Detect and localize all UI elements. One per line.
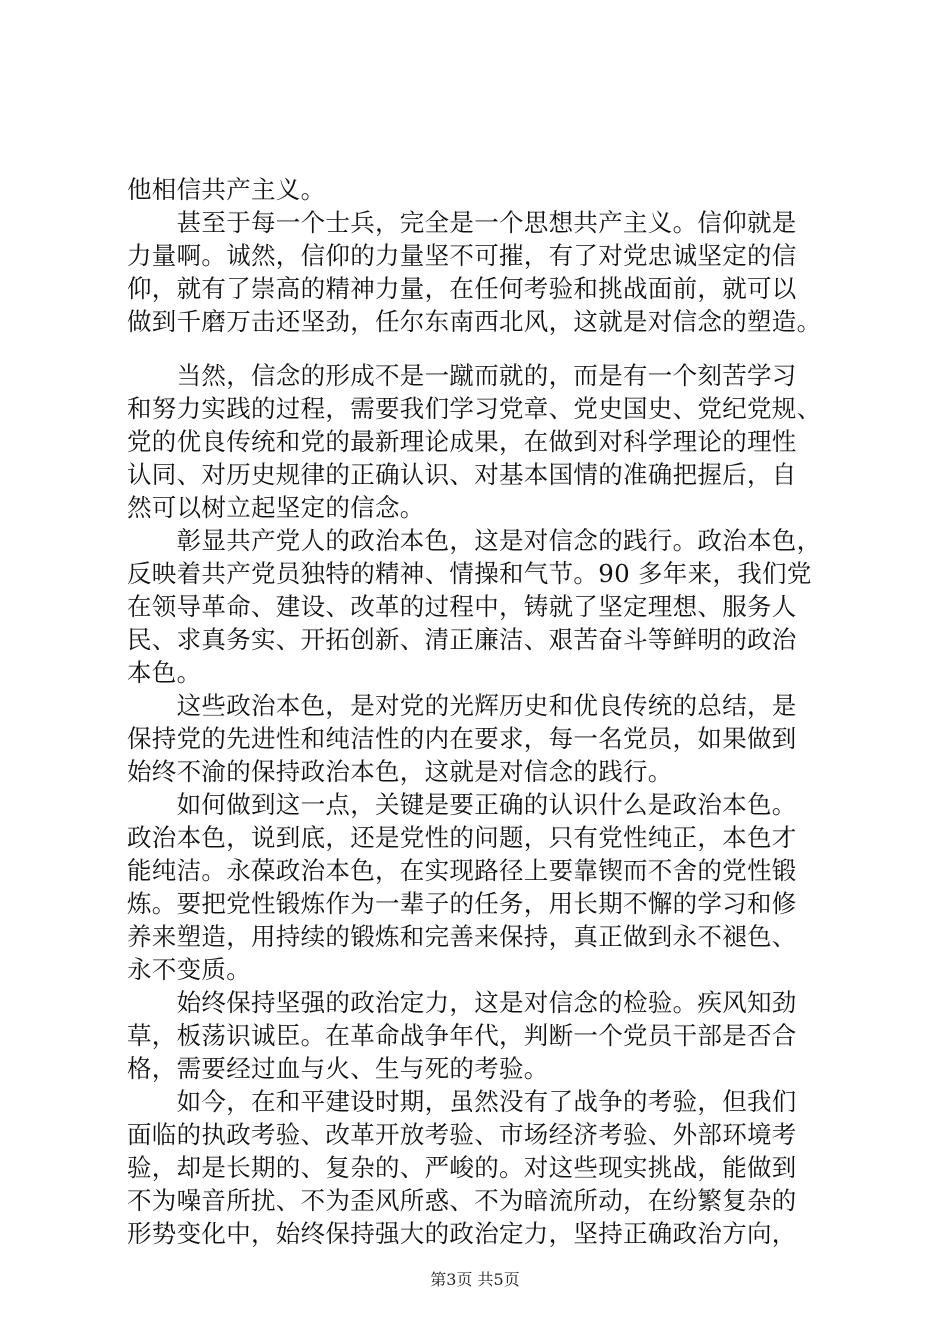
text-line: 面临的执政考验、改革开放考验、市场经济考验、外部环境考: [127, 1120, 797, 1149]
text-line: 始终不渝的保持政治本色，这就是对信念的践行。: [127, 757, 673, 786]
text-line: 认同、对历史规律的正确认识、对基本国情的准确把握后，自: [127, 460, 797, 489]
text-line: 始终保持坚强的政治定力，这是对信念的检验。疾风知劲: [127, 988, 797, 1017]
text-line: 验，却是长期的、复杂的、严峻的。对这些现实挑战，能做到: [127, 1153, 797, 1182]
text-line: 做到千磨万击还坚劲，任尔东南西北风，这就是对信念的塑造。: [127, 307, 822, 336]
text-line: 和努力实践的过程，需要我们学习党章、党史国史、党纪党规、: [127, 394, 822, 423]
text-line: 草，板荡识诚臣。在革命战争年代，判断一个党员干部是否合: [127, 1021, 797, 1050]
text-line: 如何做到这一点，关键是要正确的认识什么是政治本色。: [127, 790, 797, 819]
text-line: 不为噪音所扰、不为歪风所惑、不为暗流所动，在纷繁复杂的: [127, 1186, 797, 1215]
text-line: 本色。: [127, 658, 202, 687]
text-line: 这些政治本色，是对党的光辉历史和优良传统的总结，是: [127, 691, 797, 720]
text-line: 彰显共产党人的政治本色，这是对信念的践行。政治本色，: [127, 526, 822, 555]
text-line: 格，需要经过血与火、生与死的考验。: [127, 1054, 549, 1083]
text-line: 当然，信念的形成不是一蹴而就的，而是有一个刻苦学习: [127, 361, 797, 390]
text-line: 民、求真务实、开拓创新、清正廉洁、艰苦奋斗等鲜明的政治: [127, 625, 797, 654]
text-line: 党的优良传统和党的最新理论成果，在做到对科学理论的理性: [127, 427, 797, 456]
text-line: 然可以树立起坚定的信念。: [127, 493, 425, 522]
text-line: 保持党的先进性和纯洁性的内在要求，每一名党员，如果做到: [127, 724, 797, 753]
text-line: 力量啊。诚然，信仰的力量坚不可摧，有了对党忠诚坚定的信: [127, 241, 797, 270]
text-line: 他相信共产主义。: [127, 175, 326, 204]
text-line: 甚至于每一个士兵，完全是一个思想共产主义。信仰就是: [127, 208, 797, 237]
text-line: 政治本色，说到底，还是党性的问题，只有党性纯正，本色才: [127, 823, 797, 852]
text-line: 能纯洁。永葆政治本色，在实现路径上要靠锲而不舍的党性锻: [127, 856, 797, 885]
page-footer: 第3页 共5页: [430, 1270, 520, 1289]
text-line: 养来塑造，用持续的锻炼和完善来保持，真正做到永不褪色、: [127, 922, 797, 951]
text-line: 永不变质。: [127, 955, 251, 984]
text-line: 反映着共产党员独特的精神、情操和气节。90 多年来，我们党: [127, 559, 812, 588]
text-line: 如今，在和平建设时期，虽然没有了战争的考验，但我们: [127, 1087, 797, 1116]
text-line: 形势变化中，始终保持强大的政治定力，坚持正确政治方向，: [127, 1219, 797, 1248]
text-line: 在领导革命、建设、改革的过程中，铸就了坚定理想、服务人: [127, 592, 797, 621]
text-line: 仰，就有了崇高的精神力量，在任何考验和挑战面前，就可以: [127, 274, 797, 303]
text-line: 炼。要把党性锻炼作为一辈子的任务，用长期不懈的学习和修: [127, 889, 797, 918]
